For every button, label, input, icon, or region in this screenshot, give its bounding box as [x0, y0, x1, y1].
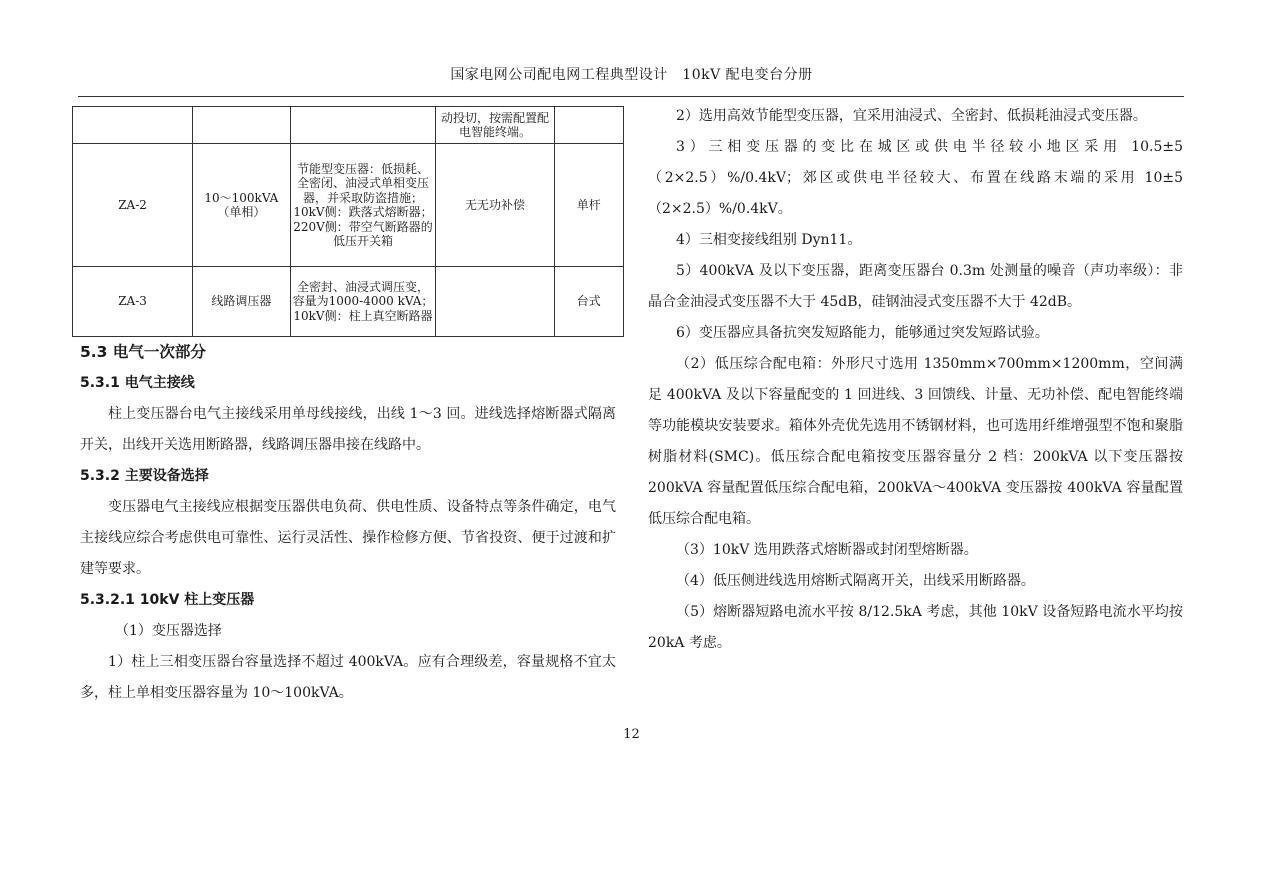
- paragraph: （5）熔断器短路电流水平按 8/12.5kA 考虑，其他 10kV 设备短路电流水平均按 20kA 考虑。: [648, 604, 1183, 651]
- table-row: [73, 267, 624, 337]
- header-rule: [78, 96, 1184, 97]
- table-cell: 动投切，按需配置配电智能终端。: [436, 107, 554, 144]
- table-cell: [193, 107, 291, 144]
- table-cell: 10～100kVA（单相）: [193, 144, 291, 267]
- table-cell: 节能型变压器：低损耗、全密闭、油浸式单相变压器，并采取防盗措施； 10kV侧：跌落式熔断器； 220V侧：带空气断路器的低压开关箱: [290, 144, 436, 267]
- paragraph: 5）400kVA 及以下变压器，距离变压器台 0.3m 处测量的噪音（声功率级）：非晶合金油浸式变压器不大于 45dB，硅钢油浸式变压器不大于 42dB。: [648, 263, 1183, 310]
- page-header: 国家电网公司配电网工程典型设计 10kV 配电变台分册: [450, 67, 813, 83]
- paragraph: 柱上变压器台电气主接线采用单母线接线，出线 1～3 回。进线选择熔断器式隔离开关，出线开关选用断路器，线路调压器串接在线路中。: [80, 406, 616, 453]
- paragraph: 变压器电气主接线应根据变压器供电负荷、供电性质、设备特点等条件确定，电气主接线应综合考虑供电可靠性、运行灵活性、操作检修方便、节省投资、便于过渡和扩建等要求。: [80, 499, 616, 577]
- table-cell: [73, 107, 193, 144]
- paragraph: 1）柱上三相变压器台容量选择不超过 400kVA。应有合理级差，容量规格不宜太多，柱上单相变压器容量为 10～100kVA。: [80, 654, 616, 701]
- subsection-heading: 5.3.2 主要设备选择: [80, 468, 209, 484]
- paragraph: （2）低压综合配电箱：外形尺寸选用 1350mm×700mm×1200mm，空间满足 400kVA 及以下容量配变的 1 回进线、3 回馈线、计量、无功补偿、配电智能终端等功能模块安装要求。箱体外壳优先选用不锈钢材料，也可选用纤维增强型不饱和聚脂树脂材料(SMC)。低压综合配电箱按变压器容量分 2 档：200kVA 以下变压器按 200kVA 容量配置低压综合配电箱，200kVA～400kVA 变压器按 400kVA 容量配置低压综合配电箱。: [648, 356, 1183, 527]
- paragraph: （1）变压器选择: [115, 623, 222, 639]
- table-cell: [290, 107, 436, 144]
- section-heading: 5.3 电气一次部分: [80, 343, 206, 361]
- equipment-table: [72, 106, 624, 337]
- table-row: [73, 107, 624, 144]
- table-cell: 线路调压器: [193, 267, 291, 337]
- paragraph: 6）变压器应具备抗突发短路能力，能够通过突发短路试验。: [676, 325, 1049, 341]
- table-cell: 全密封、油浸式调压变，容量为1000-4000 kVA； 10kV侧：柱上真空断路器: [290, 267, 436, 337]
- subsection-heading: 5.3.1 电气主接线: [80, 375, 195, 391]
- page-number: 12: [623, 727, 640, 742]
- paragraph: 2）选用高效节能型变压器，宜采用油浸式、全密封、低损耗油浸式变压器。: [676, 108, 1147, 124]
- table-row: [73, 144, 624, 267]
- right-column: [648, 101, 1183, 659]
- paragraph: 4）三相变接线组别 Dyn11。: [676, 232, 862, 248]
- table-cell: 单杆: [554, 144, 623, 267]
- table-cell: ZA-3: [73, 267, 193, 337]
- table-cell: [554, 107, 623, 144]
- table-cell: ZA-2: [73, 144, 193, 267]
- table-cell: 台式: [554, 267, 623, 337]
- paragraph: 3）三相变压器的变比在城区或供电半径较小地区采用 10.5±5（2×2.5）%/0.4kV；郊区或供电半径较大、布置在线路末端的采用 10±5（2×2.5）%/0.4kV。: [648, 139, 1183, 217]
- table-cell: [436, 267, 554, 337]
- left-column: [80, 337, 616, 709]
- subsection-heading: 5.3.2.1 10kV 柱上变压器: [80, 592, 255, 608]
- table-cell: 无无功补偿: [436, 144, 554, 267]
- paragraph: （3）10kV 选用跌落式熔断器或封闭型熔断器。: [676, 542, 978, 558]
- paragraph: （4）低压侧进线选用熔断式隔离开关，出线采用断路器。: [676, 573, 1035, 589]
